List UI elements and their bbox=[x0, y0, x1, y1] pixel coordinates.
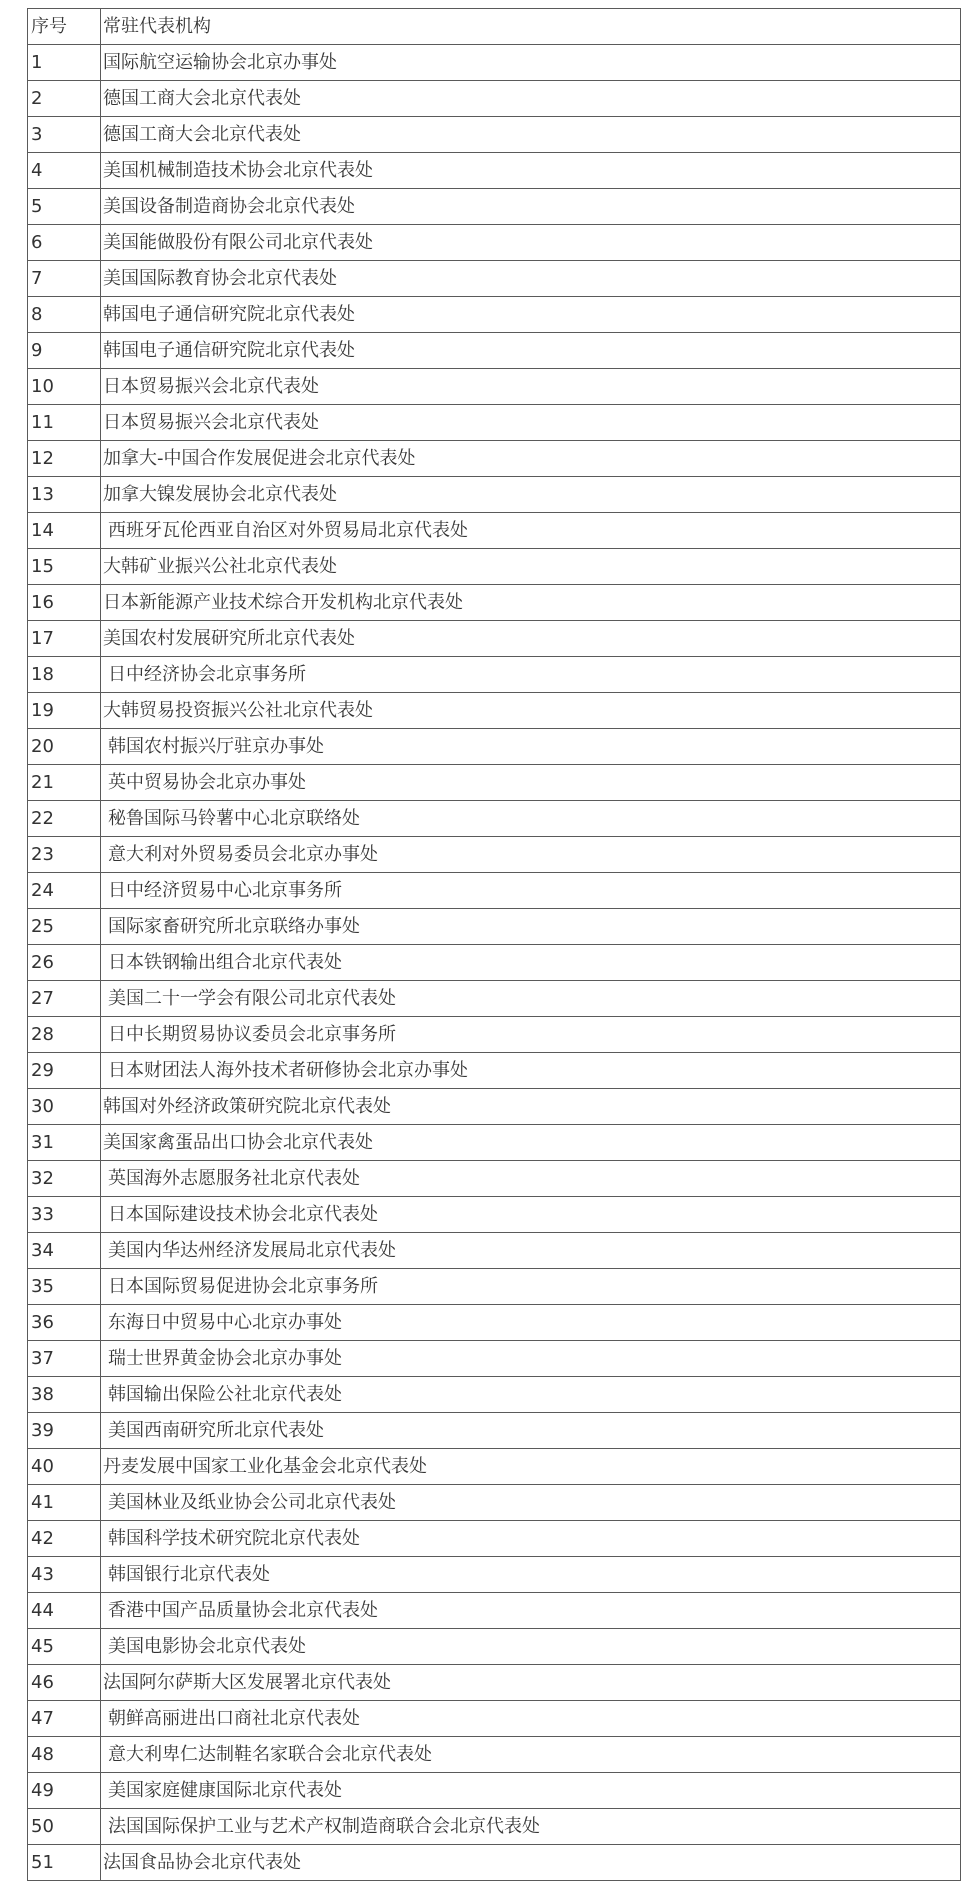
row-organization-name: 丹麦发展中国家工业化基金会北京代表处 bbox=[101, 1449, 961, 1485]
table-row bbox=[28, 45, 961, 81]
row-serial-number: 51 bbox=[28, 1845, 101, 1881]
row-organization-name: 秘鲁国际马铃薯中心北京联络处 bbox=[101, 801, 961, 837]
header-organization: 常驻代表机构 bbox=[101, 9, 961, 45]
row-organization-name: 法国食品协会北京代表处 bbox=[101, 1845, 961, 1881]
row-organization-name: 日本国际建设技术协会北京代表处 bbox=[101, 1197, 961, 1233]
row-serial-number: 50 bbox=[28, 1809, 101, 1845]
table-row bbox=[28, 621, 961, 657]
row-serial-number: 22 bbox=[28, 801, 101, 837]
table-row bbox=[28, 981, 961, 1017]
row-organization-name: 国际航空运输协会北京办事处 bbox=[101, 45, 961, 81]
row-organization-name: 日本新能源产业技术综合开发机构北京代表处 bbox=[101, 585, 961, 621]
row-organization-name: 韩国科学技术研究院北京代表处 bbox=[101, 1521, 961, 1557]
row-organization-name: 美国设备制造商协会北京代表处 bbox=[101, 189, 961, 225]
row-organization-name: 日本铁钢输出组合北京代表处 bbox=[101, 945, 961, 981]
row-organization-name: 香港中国产品质量协会北京代表处 bbox=[101, 1593, 961, 1629]
row-organization-name: 美国家庭健康国际北京代表处 bbox=[101, 1773, 961, 1809]
row-serial-number: 35 bbox=[28, 1269, 101, 1305]
table-row bbox=[28, 297, 961, 333]
row-organization-name: 韩国银行北京代表处 bbox=[101, 1557, 961, 1593]
row-serial-number: 41 bbox=[28, 1485, 101, 1521]
row-serial-number: 13 bbox=[28, 477, 101, 513]
row-organization-name: 美国国际教育协会北京代表处 bbox=[101, 261, 961, 297]
row-organization-name: 日本国际贸易促进协会北京事务所 bbox=[101, 1269, 961, 1305]
row-serial-number: 25 bbox=[28, 909, 101, 945]
row-organization-name: 加拿大镍发展协会北京代表处 bbox=[101, 477, 961, 513]
row-organization-name: 美国农村发展研究所北京代表处 bbox=[101, 621, 961, 657]
row-organization-name: 朝鲜高丽进出口商社北京代表处 bbox=[101, 1701, 961, 1737]
row-serial-number: 32 bbox=[28, 1161, 101, 1197]
row-serial-number: 33 bbox=[28, 1197, 101, 1233]
table-row bbox=[28, 261, 961, 297]
row-organization-name: 法国国际保护工业与艺术产权制造商联合会北京代表处 bbox=[101, 1809, 961, 1845]
table-row bbox=[28, 1197, 961, 1233]
table-row bbox=[28, 477, 961, 513]
table-row bbox=[28, 333, 961, 369]
row-organization-name: 韩国农村振兴厅驻京办事处 bbox=[101, 729, 961, 765]
row-serial-number: 10 bbox=[28, 369, 101, 405]
row-organization-name: 日中长期贸易协议委员会北京事务所 bbox=[101, 1017, 961, 1053]
row-serial-number: 42 bbox=[28, 1521, 101, 1557]
row-organization-name: 国际家畜研究所北京联络办事处 bbox=[101, 909, 961, 945]
row-serial-number: 26 bbox=[28, 945, 101, 981]
table-row bbox=[28, 1269, 961, 1305]
row-serial-number: 1 bbox=[28, 45, 101, 81]
table-row bbox=[28, 1053, 961, 1089]
table-row bbox=[28, 1449, 961, 1485]
row-organization-name: 法国阿尔萨斯大区发展署北京代表处 bbox=[101, 1665, 961, 1701]
row-organization-name: 德国工商大会北京代表处 bbox=[101, 117, 961, 153]
row-organization-name: 日本贸易振兴会北京代表处 bbox=[101, 405, 961, 441]
table-row bbox=[28, 369, 961, 405]
row-serial-number: 16 bbox=[28, 585, 101, 621]
table-row bbox=[28, 225, 961, 261]
row-serial-number: 19 bbox=[28, 693, 101, 729]
row-serial-number: 3 bbox=[28, 117, 101, 153]
table-row bbox=[28, 1125, 961, 1161]
table-row bbox=[28, 693, 961, 729]
table-row bbox=[28, 117, 961, 153]
row-serial-number: 5 bbox=[28, 189, 101, 225]
row-organization-name: 意大利对外贸易委员会北京办事处 bbox=[101, 837, 961, 873]
row-serial-number: 30 bbox=[28, 1089, 101, 1125]
row-organization-name: 西班牙瓦伦西亚自治区对外贸易局北京代表处 bbox=[101, 513, 961, 549]
row-organization-name: 美国林业及纸业协会公司北京代表处 bbox=[101, 1485, 961, 1521]
table-row bbox=[28, 1665, 961, 1701]
row-serial-number: 7 bbox=[28, 261, 101, 297]
row-serial-number: 23 bbox=[28, 837, 101, 873]
table-body bbox=[28, 45, 961, 1881]
row-serial-number: 20 bbox=[28, 729, 101, 765]
table-row bbox=[28, 189, 961, 225]
table-row bbox=[28, 1485, 961, 1521]
table-row bbox=[28, 153, 961, 189]
table-row bbox=[28, 1845, 961, 1881]
row-organization-name: 韩国电子通信研究院北京代表处 bbox=[101, 333, 961, 369]
table-row bbox=[28, 801, 961, 837]
row-organization-name: 德国工商大会北京代表处 bbox=[101, 81, 961, 117]
row-serial-number: 45 bbox=[28, 1629, 101, 1665]
table-row bbox=[28, 945, 961, 981]
table-row bbox=[28, 1593, 961, 1629]
row-organization-name: 意大利卑仁达制鞋名家联合会北京代表处 bbox=[101, 1737, 961, 1773]
row-serial-number: 15 bbox=[28, 549, 101, 585]
row-serial-number: 34 bbox=[28, 1233, 101, 1269]
table-row bbox=[28, 729, 961, 765]
row-serial-number: 38 bbox=[28, 1377, 101, 1413]
row-organization-name: 美国能做股份有限公司北京代表处 bbox=[101, 225, 961, 261]
row-serial-number: 27 bbox=[28, 981, 101, 1017]
table-row bbox=[28, 1089, 961, 1125]
row-organization-name: 美国二十一学会有限公司北京代表处 bbox=[101, 981, 961, 1017]
row-organization-name: 日中经济协会北京事务所 bbox=[101, 657, 961, 693]
row-serial-number: 11 bbox=[28, 405, 101, 441]
row-serial-number: 47 bbox=[28, 1701, 101, 1737]
row-organization-name: 美国机械制造技术协会北京代表处 bbox=[101, 153, 961, 189]
table-row bbox=[28, 1161, 961, 1197]
row-organization-name: 韩国电子通信研究院北京代表处 bbox=[101, 297, 961, 333]
row-serial-number: 12 bbox=[28, 441, 101, 477]
row-serial-number: 2 bbox=[28, 81, 101, 117]
row-organization-name: 美国家禽蛋品出口协会北京代表处 bbox=[101, 1125, 961, 1161]
row-organization-name: 美国内华达州经济发展局北京代表处 bbox=[101, 1233, 961, 1269]
row-serial-number: 4 bbox=[28, 153, 101, 189]
row-serial-number: 37 bbox=[28, 1341, 101, 1377]
row-serial-number: 40 bbox=[28, 1449, 101, 1485]
row-serial-number: 14 bbox=[28, 513, 101, 549]
row-serial-number: 46 bbox=[28, 1665, 101, 1701]
table-header-row bbox=[28, 9, 961, 45]
table-row bbox=[28, 837, 961, 873]
table-row bbox=[28, 1629, 961, 1665]
row-serial-number: 18 bbox=[28, 657, 101, 693]
table-row bbox=[28, 765, 961, 801]
row-organization-name: 大韩矿业振兴公社北京代表处 bbox=[101, 549, 961, 585]
table-row bbox=[28, 1809, 961, 1845]
row-organization-name: 日本财团法人海外技术者研修协会北京办事处 bbox=[101, 1053, 961, 1089]
representative-offices-table bbox=[27, 8, 961, 1881]
row-organization-name: 英国海外志愿服务社北京代表处 bbox=[101, 1161, 961, 1197]
row-organization-name: 美国电影协会北京代表处 bbox=[101, 1629, 961, 1665]
row-serial-number: 49 bbox=[28, 1773, 101, 1809]
row-organization-name: 瑞士世界黄金协会北京办事处 bbox=[101, 1341, 961, 1377]
table-row bbox=[28, 441, 961, 477]
row-organization-name: 美国西南研究所北京代表处 bbox=[101, 1413, 961, 1449]
table-row bbox=[28, 1017, 961, 1053]
table-row bbox=[28, 81, 961, 117]
table-row bbox=[28, 873, 961, 909]
row-serial-number: 39 bbox=[28, 1413, 101, 1449]
row-serial-number: 44 bbox=[28, 1593, 101, 1629]
row-organization-name: 日中经济贸易中心北京事务所 bbox=[101, 873, 961, 909]
row-serial-number: 8 bbox=[28, 297, 101, 333]
table-row bbox=[28, 909, 961, 945]
row-serial-number: 48 bbox=[28, 1737, 101, 1773]
row-serial-number: 43 bbox=[28, 1557, 101, 1593]
row-serial-number: 28 bbox=[28, 1017, 101, 1053]
row-serial-number: 17 bbox=[28, 621, 101, 657]
table-row bbox=[28, 585, 961, 621]
row-serial-number: 9 bbox=[28, 333, 101, 369]
table-row bbox=[28, 1773, 961, 1809]
row-organization-name: 英中贸易协会北京办事处 bbox=[101, 765, 961, 801]
row-serial-number: 31 bbox=[28, 1125, 101, 1161]
table-row bbox=[28, 513, 961, 549]
row-serial-number: 29 bbox=[28, 1053, 101, 1089]
table-row bbox=[28, 1233, 961, 1269]
row-organization-name: 日本贸易振兴会北京代表处 bbox=[101, 369, 961, 405]
table-row bbox=[28, 1557, 961, 1593]
row-serial-number: 6 bbox=[28, 225, 101, 261]
table-row bbox=[28, 1521, 961, 1557]
row-organization-name: 大韩贸易投资振兴公社北京代表处 bbox=[101, 693, 961, 729]
row-organization-name: 加拿大-中国合作发展促进会北京代表处 bbox=[101, 441, 961, 477]
table-row bbox=[28, 549, 961, 585]
table-row bbox=[28, 1341, 961, 1377]
table-row bbox=[28, 405, 961, 441]
table-row bbox=[28, 657, 961, 693]
row-serial-number: 36 bbox=[28, 1305, 101, 1341]
table-row bbox=[28, 1377, 961, 1413]
row-serial-number: 24 bbox=[28, 873, 101, 909]
table-row bbox=[28, 1701, 961, 1737]
row-organization-name: 东海日中贸易中心北京办事处 bbox=[101, 1305, 961, 1341]
table-row bbox=[28, 1737, 961, 1773]
row-organization-name: 韩国对外经济政策研究院北京代表处 bbox=[101, 1089, 961, 1125]
table-row bbox=[28, 1305, 961, 1341]
row-serial-number: 21 bbox=[28, 765, 101, 801]
row-organization-name: 韩国输出保险公社北京代表处 bbox=[101, 1377, 961, 1413]
table-row bbox=[28, 1413, 961, 1449]
header-serial-number: 序号 bbox=[28, 9, 101, 45]
